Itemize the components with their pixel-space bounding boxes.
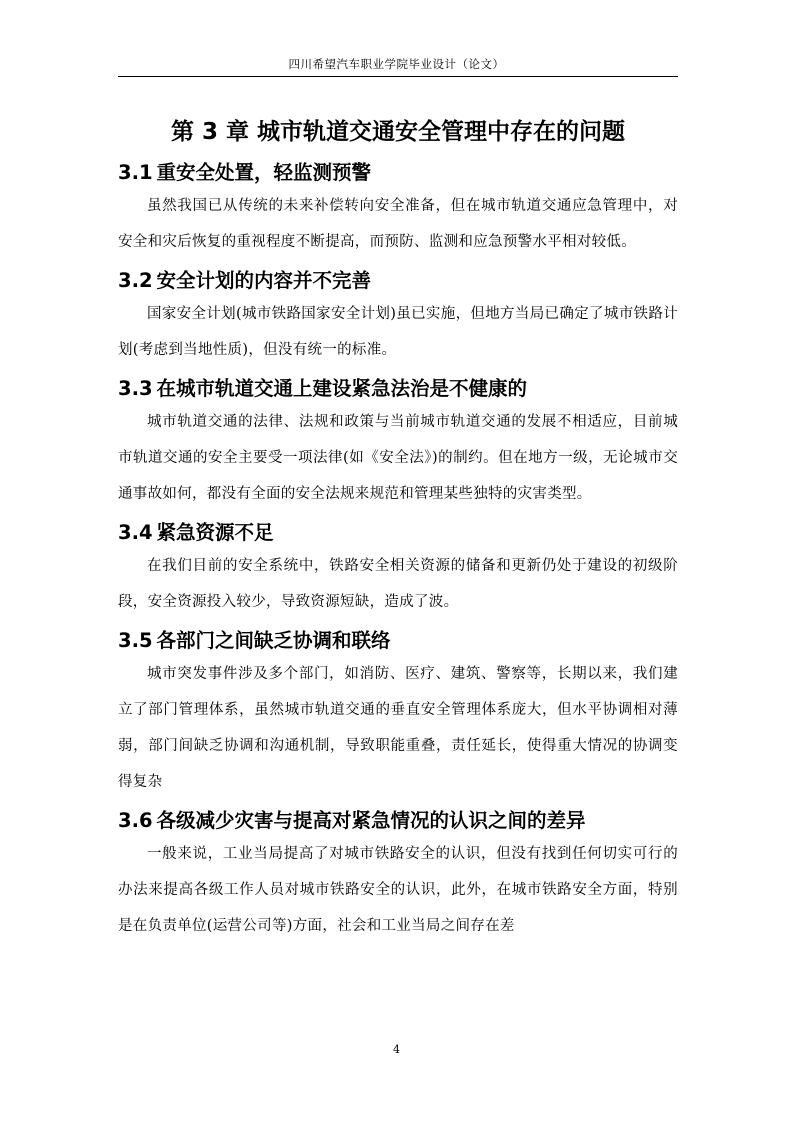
section-heading (118, 806, 678, 836)
section-heading (118, 374, 678, 404)
section-heading (118, 518, 678, 548)
section-heading (118, 266, 678, 296)
section-body: 城市轨道交通的法律、法规和政策与当前城市轨道交通的发展不相适应，目前城市轨道交通的安全主要受一项法律(如《安全法》)的制约。但在地方一级，无论城市交通事故如何，都没有全面的安全法规来规范和管理某些独特的灾害类型。 (118, 414, 678, 502)
section-3-6 (118, 806, 678, 944)
section-number: 3.2 (118, 269, 153, 292)
section-title: 各级减少灾害与提高对紧急情况的认识之间的差异 (156, 809, 586, 832)
section-3-3 (118, 374, 678, 512)
header-rule (118, 76, 678, 77)
section-body: 国家安全计划(城市铁路国家安全计划)虽已实施，但地方当局已确定了城市铁路计划(考虑到当地性质)，但没有统一的标准。 (118, 306, 678, 358)
section-body: 虽然我国已从传统的未来补偿转向安全准备，但在城市轨道交通应急管理中，对安全和灾后恢复的重视程度不断提高，而预防、监测和应急预警水平相对较低。 (118, 198, 678, 250)
running-header: 四川希望汽车职业学院毕业设计（论文） (288, 57, 505, 71)
section-title: 紧急资源不足 (156, 521, 274, 544)
section-title: 各部门之间缺乏协调和联络 (156, 629, 391, 652)
section-number: 3.5 (118, 629, 153, 652)
section-number: 3.3 (118, 377, 153, 400)
section-body: 在我们目前的安全系统中，铁路安全相关资源的储备和更新仍处于建设的初级阶段，安全资源投入较少，导致资源短缺，造成了波。 (118, 558, 678, 610)
section-title: 重安全处置，轻监测预警 (156, 161, 372, 184)
section-3-4 (118, 518, 678, 620)
section-title: 安全计划的内容并不完善 (156, 269, 372, 292)
section-heading (118, 626, 678, 656)
section-number: 3.6 (118, 809, 153, 832)
section-3-5 (118, 626, 678, 800)
section-body: 城市突发事件涉及多个部门，如消防、医疗、建筑、警察等，长期以来，我们建立了部门管理体系，虽然城市轨道交通的垂直安全管理体系庞大，但水平协调相对薄弱，部门间缺乏协调和沟通机制，导致职能重叠，责任延长，使得重大情况的协调变得复杂 (118, 666, 678, 790)
chapter-title: 第 3 章 城市轨道交通安全管理中存在的问题 (170, 119, 626, 145)
section-3-2 (118, 266, 678, 368)
section-title: 在城市轨道交通上建设紧急法治是不健康的 (156, 377, 528, 400)
section-heading (118, 158, 678, 188)
section-3-1 (118, 158, 678, 260)
section-body: 一般来说，工业当局提高了对城市铁路安全的认识，但没有找到任何切实可行的办法来提高各级工作人员对城市铁路安全的认识，此外，在城市铁路安全方面，特别是在负责单位(运营公司等)方面，社会和工业当局之间存在差 (118, 846, 678, 934)
section-number: 3.1 (118, 161, 153, 184)
page-number: 4 (393, 1043, 400, 1056)
section-number: 3.4 (118, 521, 153, 544)
page-content (118, 112, 678, 944)
